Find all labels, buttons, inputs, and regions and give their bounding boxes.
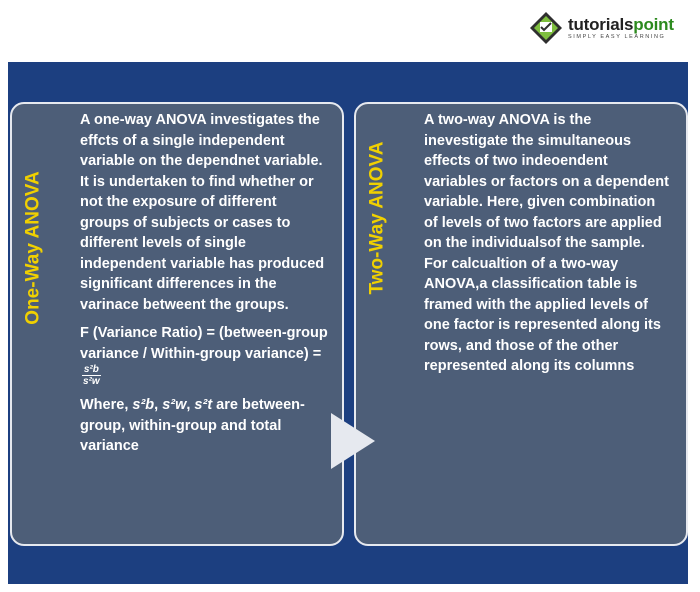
two-way-anova-title-container	[358, 104, 398, 544]
logo-tagline: SIMPLY EASY LEARNING	[568, 33, 666, 40]
one-way-anova-content	[80, 110, 328, 465]
one-way-anova-title-container	[14, 104, 54, 544]
logo-icon	[528, 10, 564, 46]
variance-ratio-formula: F (Variance Ratio) = (between-group variance / Within-group variance) = $\frac{\text{s²b}}{\text{s²w}}$	[80, 325, 328, 387]
two-way-anova-content	[424, 110, 672, 385]
arrow-right-icon	[331, 413, 375, 469]
one-way-anova-panel	[10, 102, 344, 546]
logo-name: tutorialspoint	[568, 14, 674, 34]
two-way-anova-title: Two-Way ANOVA	[367, 141, 388, 295]
slide-background	[8, 62, 688, 584]
one-way-anova-title: One-Way ANOVA	[23, 171, 45, 325]
one-way-description: A one-way ANOVA investigates the effcts of a single independent variable on the dependnet variable. It is undertaken to find whether or not the exposure of different groups of subjects or cases to different levels of single independent variable has produced significant differences in the varinace betweent the groups.	[80, 112, 325, 313]
two-way-anova-panel	[354, 102, 688, 546]
tutorialspoint-logo	[528, 8, 674, 48]
formula-fraction: $\frac{\text{s²b}}{\text{s²w}}$	[83, 364, 100, 387]
variance-definitions: Where, s²b, s²w, s²t are between-group, within-group and total variance	[80, 397, 305, 454]
two-way-description: A two-way ANOVA is the inevestigate the simultaneous effects of two indeoendent variables or factors on a dependent variable. Here, given combination of levels of two factors are applied on the individualsof the sample. For calcualtion of a two-way ANOVA,a classification table is framed with the applied levels of one factor is represented along its rows, and those of the other represented along its columns	[424, 112, 669, 374]
